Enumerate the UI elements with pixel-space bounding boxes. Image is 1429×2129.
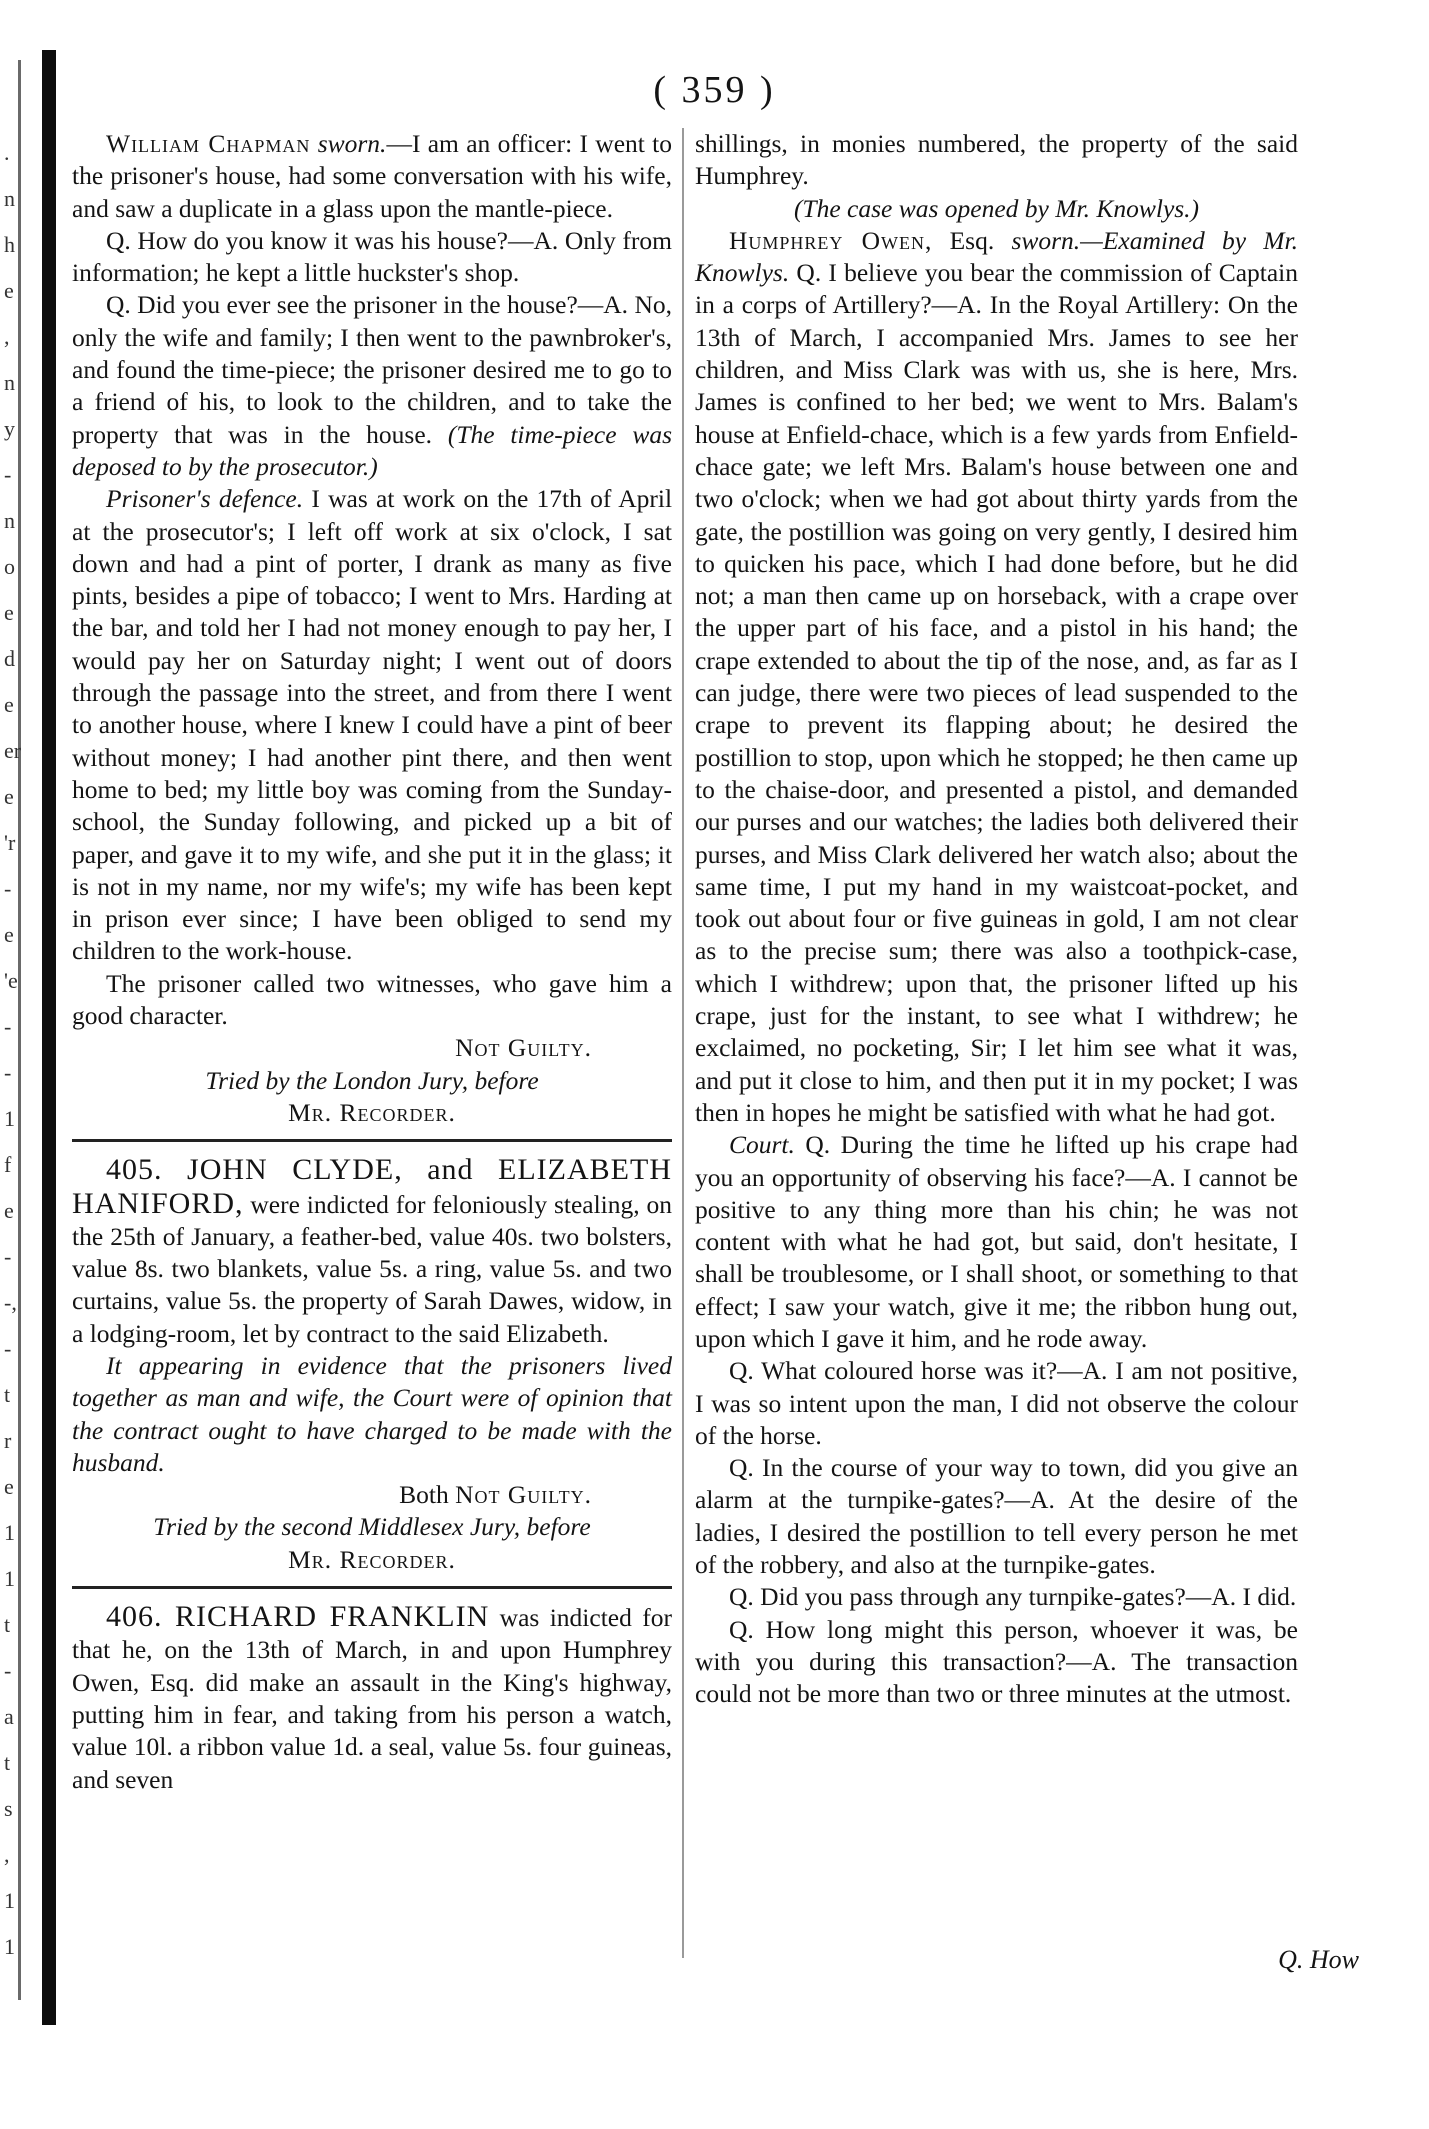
paragraph-text: were indicted for feloniously stealing, on the 25th of January, a feather-bed, value 40s. two bolsters, value 8s. two blankets, value 5s. a ring, value 5s. and two curtains, value 5s. the property of Sarah Dawes, widow, in a lodging-room, let by contract to the said Elizabeth. — [72, 1189, 673, 1348]
margin-fragment: 1 — [4, 1106, 15, 1131]
margin-fragment: e — [4, 922, 14, 947]
witness-name: William Chapman — [106, 129, 311, 158]
margin-fragment: t — [4, 1382, 11, 1407]
left-column — [72, 128, 672, 1796]
margin-fragment: er — [4, 738, 22, 763]
paragraph-case-405-italic: It appearing in evidence that the prisoners lived together as man and wife, the Court were of opinion that the contract ought to have charged to be made with the husband. — [72, 1350, 672, 1477]
margin-fragment: - — [4, 1658, 12, 1683]
section-rule — [72, 1586, 672, 1589]
margin-fragment: n — [4, 186, 15, 211]
margin-fragment: 1 — [4, 1888, 15, 1913]
margin-fragment: . — [4, 140, 10, 165]
margin-fragment: e — [4, 692, 14, 717]
margin-fragment: t — [4, 1612, 11, 1637]
margin-fragment: n — [4, 508, 15, 533]
tried-line: Tried by the second Middlesex Jury, before — [153, 1512, 591, 1542]
verdict: Not Guilty. — [455, 1033, 592, 1063]
sworn-label: sworn. — [317, 129, 387, 158]
margin-fragment: - — [4, 1060, 12, 1085]
margin-fragment: t — [4, 1750, 11, 1775]
italic-note: (The case was opened by Mr. Knowlys.) — [793, 193, 1200, 223]
margin-fragment: s — [4, 1796, 13, 1821]
paragraph-court — [695, 1129, 1298, 1355]
margin-fragment: , — [4, 1842, 10, 1867]
binding-shadow — [42, 50, 56, 2025]
verdict — [72, 1479, 672, 1511]
margin-fragment: e — [4, 600, 14, 625]
paragraph-horse: Q. What coloured horse was it?—A. I am not positive, I was so intent upon the man, I did not observe the colour of the horse. — [695, 1356, 1298, 1450]
tried-line: Tried by the London Jury, before — [205, 1065, 539, 1095]
right-column — [695, 128, 1298, 1711]
catchword: Q. How — [1278, 1945, 1359, 1974]
paragraph-case-406 — [72, 1601, 672, 1796]
defence-label: Prisoner's defence. — [106, 484, 304, 514]
paragraph-chapman — [72, 128, 672, 225]
margin-fragment: -, — [4, 1290, 17, 1315]
margin-fragment: d — [4, 646, 15, 671]
witness-title: Esq. — [949, 225, 995, 255]
margin-fragment: e — [4, 784, 14, 809]
margin-fragment: - — [4, 1014, 12, 1039]
judge-line: Mr. Recorder. — [288, 1544, 456, 1574]
paragraph-text: was indicted for that he, on the 13th of March, in and upon Humphrey Owen, Esq. did make an assault in the King's highway, putting him in fear, and taking from his person a watch, value 10l. a ribbon value 1d. a seal, value 5s. four guineas, and seven — [72, 1603, 672, 1794]
section-rule — [72, 1139, 672, 1142]
paragraph-defence — [72, 483, 672, 967]
court-label: Court. — [729, 1130, 795, 1160]
margin-fragment: 1 — [4, 1520, 15, 1545]
paragraph-text: Q. I believe you bear the commission of Captain in a corps of Artillery?—A. In the Royal Artillery: On the 13th of March, I accompanied Mrs. James to see her children, and Miss Clark was with us, she is here, Mrs. James is confined to her bed; we went to Mrs. Balam's house at Enfield-chace, which is a few yards from Enfield-chace gate; we left Mrs. Balam's house between one and two o'clock; when we had got about thirty yards from the gate, the postillion was going on very gently, I desired him to quicken his pace, which I had done before, but he did not; a man then came up on horseback, with a crape over the upper part of his face, and a pistol in his hand; the crape extended to about the tip of the nose, and, as far as I can judge, there were two pieces of lead suspended to the crape to prevent its flapping about; he desired the postillion to stop, upon which he stopped; he then came up to the chaise-door, and presented a pistol, and demanded our purses and our watches; the ladies both delivered their purses, and Miss Clark delivered her watch also; about the same time, I put my hand in my waistcoat-pocket, and took out about four or five guineas in gold, I am not clear as to the precise sum; there was also a toothpick-case, which I withdrew; upon that, the prisoner lifted up his crape, just for the instant, to see what I withdrew; he exclaimed, no pocketing, Sir; I let him see what it was, and put it close to him, and then put it in my pocket; I was then in hopes he might be satisfied with what he had got. — [695, 258, 1299, 1127]
margin-fragment: - — [4, 1336, 12, 1361]
verdict-prefix: Both — [399, 1480, 449, 1510]
paragraph-turnpike: Q. Did you pass through any turnpike-gates?—A. I did. — [729, 1582, 1297, 1612]
column-divider — [682, 128, 684, 1958]
witness-name: Humphrey Owen, — [729, 225, 933, 255]
sworn-label: sworn.—Examined by Mr. Knowlys. — [695, 225, 1298, 288]
judge-line: Mr. Recorder. — [288, 1097, 456, 1127]
margin-fragment: e — [4, 1474, 14, 1499]
margin-fragment: f — [4, 1152, 12, 1177]
paragraph-duration: Q. How long might this person, whoever it was, be with you during this transaction?—A. The transaction could not be more than two or three minutes at the utmost. — [695, 1614, 1298, 1709]
margin-fragment: r — [4, 1428, 12, 1453]
page-number: ( 359 ) — [653, 69, 776, 111]
case-heading: 405. JOHN CLYDE, and ELIZABETH HANIFORD, — [72, 1153, 672, 1220]
paragraph-text: —I am an officer: I went to the prisoner's house, had some conversation with his wife, and saw a duplicate in a glass upon the mantle-piece. — [72, 129, 672, 223]
paragraph-alarm: Q. In the course of your way to town, did you give an alarm at the turnpike-gates?—A. At the desire of the ladies, I desired the postillion to tell every person he met of the robbery, and also at the turnpike-gates. — [695, 1453, 1298, 1580]
verdict-text: Not Guilty. — [455, 1480, 592, 1510]
margin-fragment: - — [4, 876, 12, 901]
margin-fragment: e — [4, 278, 14, 303]
margin-fragment: y — [4, 416, 15, 441]
margin-fragment: , — [4, 324, 10, 349]
paragraph-owen — [695, 225, 1298, 1129]
margin-fragment: e — [4, 1198, 14, 1223]
paragraph-text: Q. During the time he lifted up his crape had you an opportunity of observing his face?—A. I cannot be positive to any thing more than his chin; he was not content with what he had got, but said, don't hesitate, I shall be troublesome, or I shall shoot, or something to that effect; I saw your watch, give it me; the ribbon hung out, upon which I gave it him, and he rode away. — [695, 1130, 1299, 1353]
paragraph-q2 — [72, 289, 672, 483]
italic-note: (The time-piece was deposed to by the prosecutor.) — [72, 419, 672, 481]
paragraph-text: Q. Did you ever see the prisoner in the house?—A. No, only the wife and family; I then went to the pawnbroker's, and found the time-piece; the prisoner desired me to go to a friend of his, to look to the children, and to take the property that was in the house. — [72, 290, 672, 449]
paragraph-witnesses: The prisoner called two witnesses, who gave him a good character. — [72, 968, 672, 1031]
paragraph-q1: Q. How do you know it was his house?—A. Only from information; he kept a little huckster's shop. — [72, 225, 672, 288]
margin-fragment: - — [4, 462, 12, 487]
case-heading: 406. RICHARD FRANKLIN — [106, 1600, 490, 1634]
margin-fragment: o — [4, 554, 15, 579]
binding-edge — [18, 60, 21, 2000]
margin-fragment: 'e — [4, 968, 18, 993]
margin-fragment: - — [4, 1244, 12, 1269]
margin-fragment: 'r — [4, 830, 16, 855]
margin-fragment: a — [4, 1704, 14, 1729]
margin-fragment: 1 — [4, 1566, 15, 1591]
margin-fragment: h — [4, 232, 15, 257]
paragraph-case-405 — [72, 1154, 672, 1350]
margin-fragment: n — [4, 370, 15, 395]
margin-fragment: 1 — [4, 1934, 15, 1959]
paragraph-text: I was at work on the 17th of April at the prosecutor's; I left off work at six o'clock, I sat down and had a pint of porter, I drank as many as five pints, besides a pipe of tobacco; I went to Mrs. Harding at the bar, and told her I had not money enough to pay her, I would pay her on Saturday night; I went out of doors through the passage into the street, and from there I went to another house, where I knew I could have a pint of beer without money; I had another pint there, and then went home to bed; my little boy was coming from the Sunday-school, the Sunday following, and picked up a bit of paper, and gave it to my wife, and she put it in the glass; it is not in my name, nor my wife's; my wife has been kept in prison ever since; I have been obliged to send my children to the work-house. — [72, 484, 673, 966]
paragraph-continued: shillings, in monies numbered, the property of the said Humphrey. — [695, 129, 1298, 191]
